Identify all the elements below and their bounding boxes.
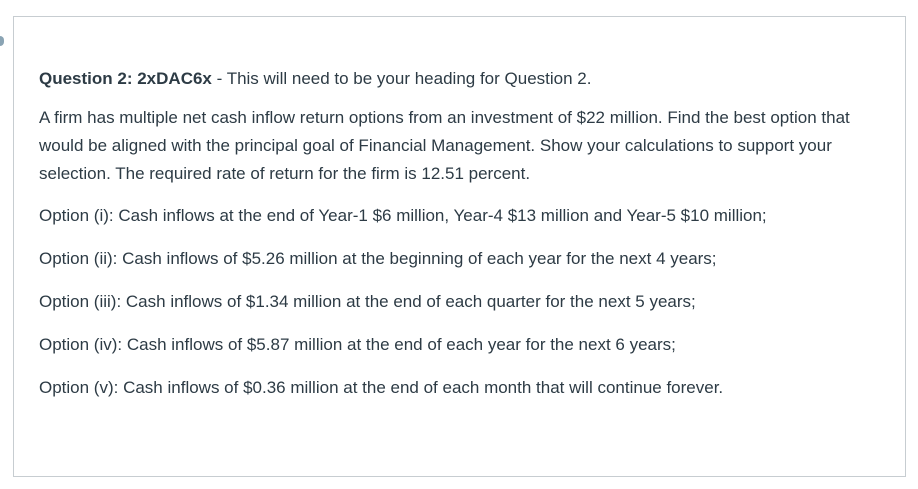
option-v: Option (v): Cash inflows of $0.36 million at the end of each month that will continue forever. <box>39 378 724 397</box>
option-ii: Option (ii): Cash inflows of $5.26 million at the beginning of each year for the next 4 years; <box>39 249 717 268</box>
left-edge-marker <box>0 36 4 46</box>
question-content <box>39 68 889 417</box>
option-i: Option (i): Cash inflows at the end of Year-1 $6 million, Year-4 $13 million and Year-5 $10 million; <box>39 206 767 225</box>
question-intro: A firm has multiple net cash inflow return options from an investment of $22 million. Find the best option that would be aligned with the principal goal of Financial Management. Show your calculations to support your selection. The required rate of return for the firm is 12.51 percent. <box>39 108 850 183</box>
option-iii: Option (iii): Cash inflows of $1.34 million at the end of each quarter for the next 5 years; <box>39 292 696 311</box>
option-iv: Option (iv): Cash inflows of $5.87 million at the end of each year for the next 6 years; <box>39 335 676 354</box>
question-heading-note: - This will need to be your heading for Question 2. <box>211 69 592 88</box>
question-heading <box>39 68 889 90</box>
question-heading-bold: Question 2: 2xDAC6x <box>39 69 212 88</box>
question-card <box>13 16 906 477</box>
